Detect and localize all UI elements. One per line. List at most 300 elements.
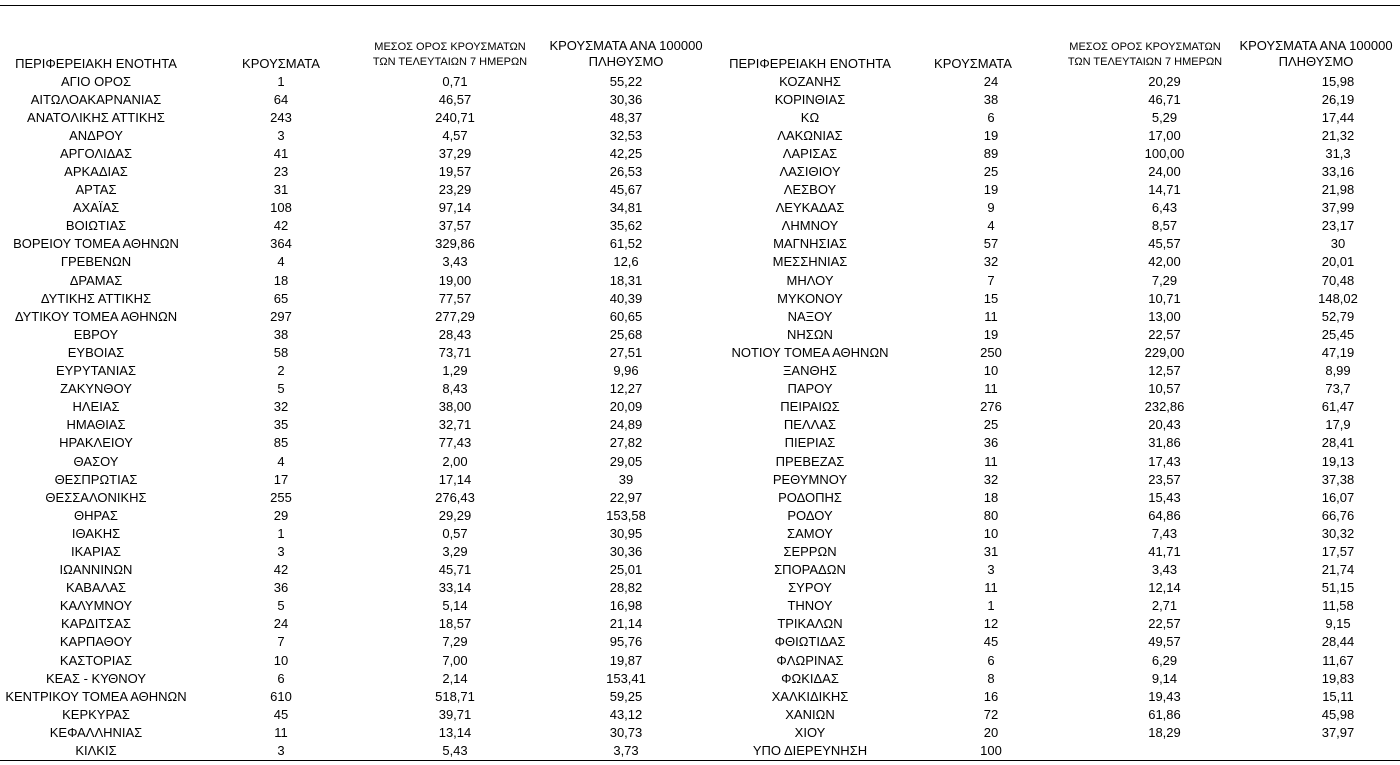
cell-avg-7days: 28,43 — [438, 326, 472, 342]
cell-avg-7days: 46,71 — [1148, 91, 1181, 107]
cell-cases: 41 — [273, 145, 289, 161]
cell-cases: 250 — [980, 344, 1002, 360]
cell-avg-7days: 6,29 — [1151, 652, 1178, 668]
cell-per-100k: 3,73 — [613, 743, 639, 759]
cell-avg-7days: 22,57 — [1148, 326, 1181, 342]
cell-per-100k: 22,97 — [609, 489, 643, 505]
cell-cases: 35 — [273, 417, 289, 433]
header-per100k-line1: ΚΡΟΥΣΜΑΤΑ ΑΝΑ 100000 — [549, 38, 703, 53]
cell-cases: 25 — [983, 164, 999, 180]
cell-cases: 297 — [270, 308, 292, 324]
cell-cases: 89 — [983, 145, 999, 161]
cell-avg-7days: 2,14 — [442, 670, 468, 686]
cell-avg-7days: 14,71 — [1148, 182, 1181, 198]
cell-cases: 8 — [987, 670, 995, 686]
cell-per-100k: 61,52 — [609, 236, 643, 252]
cell-avg-7days: 518,71 — [435, 688, 475, 704]
table-row — [715, 542, 1400, 560]
table-row — [715, 615, 1400, 633]
cell-region: ΠΕΛΛΑΣ — [783, 417, 837, 433]
header-region: ΠΕΡΙΦΕΡΕΙΑΚΗ ΕΝΟΤΗΤΑ — [15, 56, 177, 71]
cell-avg-7days: 19,00 — [438, 272, 472, 288]
cell-per-100k: 21,14 — [609, 616, 643, 632]
cell-cases: 57 — [983, 236, 999, 252]
cell-per-100k: 19,13 — [1321, 453, 1355, 469]
cell-cases: 1 — [277, 525, 285, 541]
cell-cases: 4 — [277, 254, 285, 270]
table-row — [715, 416, 1400, 434]
cell-per-100k: 30,36 — [609, 543, 643, 559]
cell-avg-7days: 33,14 — [438, 580, 472, 596]
header-avg-line2: ΤΩΝ ΤΕΛΕΥΤΑΙΩΝ 7 ΗΜΕΡΩΝ — [1067, 56, 1223, 68]
cell-cases: 16 — [983, 688, 999, 704]
cell-cases: 11 — [984, 308, 998, 324]
cell-region: ΒΟΙΩΤΙΑΣ — [65, 218, 127, 234]
cell-per-100k: 45,98 — [1321, 706, 1355, 722]
cell-per-100k: 47,19 — [1321, 344, 1355, 360]
cell-cases: 11 — [984, 453, 998, 469]
cell-per-100k: 33,16 — [1321, 164, 1355, 180]
cell-avg-7days: 7,29 — [442, 634, 468, 650]
cell-cases: 243 — [270, 109, 292, 125]
cell-per-100k: 59,25 — [609, 688, 643, 704]
cell-avg-7days: 3,43 — [442, 254, 468, 270]
table-row — [0, 162, 712, 180]
cell-cases: 45 — [273, 706, 289, 722]
cell-region: ΡΟΔΟΠΗΣ — [778, 489, 842, 505]
table-row — [715, 398, 1400, 416]
cell-avg-7days: 276,43 — [435, 489, 475, 505]
cell-cases: 6 — [987, 109, 995, 125]
cell-region: ΚΕΑΣ - ΚΥΘΝΟΥ — [45, 670, 147, 686]
cell-per-100k: 20,09 — [609, 399, 643, 415]
table-row — [0, 470, 712, 488]
cell-avg-7days: 37,57 — [438, 218, 472, 234]
cell-cases: 3 — [277, 543, 285, 559]
cell-cases: 65 — [273, 290, 289, 306]
table-row — [715, 72, 1400, 90]
cell-per-100k: 23,17 — [1321, 218, 1355, 234]
table-row — [0, 126, 712, 144]
cell-region: ΣΥΡΟΥ — [788, 580, 832, 596]
table-row — [715, 723, 1400, 741]
cell-region: ΕΥΡΥΤΑΝΙΑΣ — [55, 363, 137, 379]
cell-per-100k: 28,41 — [1321, 435, 1355, 451]
cell-region: ΑΓΙΟ ΟΡΟΣ — [60, 73, 132, 89]
cell-region: ΚΑΡΔΙΤΣΑΣ — [60, 616, 132, 632]
cell-region: ΚΑΣΤΟΡΙΑΣ — [59, 652, 133, 668]
table-row — [0, 144, 712, 162]
table-row — [0, 579, 712, 597]
table-row — [0, 561, 712, 579]
cell-avg-7days: 9,14 — [1151, 670, 1178, 686]
cell-per-100k: 21,98 — [1321, 182, 1355, 198]
cell-cases: 10 — [273, 652, 289, 668]
table-row — [0, 199, 712, 217]
header-cases: ΚΡΟΥΣΜΑΤΑ — [242, 56, 320, 71]
cell-per-100k: 12,6 — [613, 254, 639, 270]
cell-avg-7days: 24,00 — [1148, 164, 1181, 180]
cell-region: ΒΟΡΕΙΟΥ ΤΟΜΕΑ ΑΘΗΝΩΝ — [13, 236, 179, 252]
table-row — [715, 108, 1400, 126]
cell-cases: 31 — [273, 182, 289, 198]
cell-cases: 11 — [984, 381, 998, 397]
cell-avg-7days: 77,43 — [438, 435, 472, 451]
cell-cases: 108 — [270, 200, 292, 216]
cell-region: ΕΥΒΟΙΑΣ — [67, 344, 125, 360]
table-row — [715, 705, 1400, 723]
cell-avg-7days: 3,43 — [1151, 562, 1178, 578]
cell-region: ΤΗΝΟΥ — [787, 598, 833, 614]
table-row — [715, 126, 1400, 144]
cell-avg-7days: 19,43 — [1148, 688, 1181, 704]
header-region: ΠΕΡΙΦΕΡΕΙΑΚΗ ΕΝΟΤΗΤΑ — [729, 56, 891, 71]
cell-avg-7days: 29,29 — [438, 507, 472, 523]
table-row — [0, 72, 712, 90]
cell-avg-7days: 73,71 — [438, 344, 472, 360]
cell-cases: 32 — [273, 399, 289, 415]
cell-per-100k: 45,67 — [609, 182, 643, 198]
cell-per-100k: 25,45 — [1321, 326, 1355, 342]
cell-cases: 42 — [273, 218, 289, 234]
table-row — [0, 615, 712, 633]
cell-region: ΧΑΛΚΙΔΙΚΗΣ — [771, 688, 849, 704]
cell-avg-7days: 23,57 — [1148, 471, 1181, 487]
cell-cases: 100 — [980, 743, 1002, 759]
cell-region: ΝΑΞΟΥ — [787, 308, 833, 324]
cell-avg-7days: 20,43 — [1148, 417, 1181, 433]
cell-region: ΙΩΑΝΝΙΝΩΝ — [59, 562, 133, 578]
cell-per-100k: 31,3 — [1325, 145, 1351, 161]
cell-per-100k: 8,99 — [1325, 363, 1351, 379]
cell-region: ΚΕΦΑΛΛΗΝΙΑΣ — [49, 724, 143, 740]
cell-cases: 6 — [277, 670, 285, 686]
cell-per-100k: 43,12 — [609, 706, 643, 722]
table-row — [0, 741, 712, 759]
table-row — [0, 452, 712, 470]
table-row — [715, 579, 1400, 597]
table-row — [715, 307, 1400, 325]
cell-region: ΠΕΙΡΑΙΩΣ — [780, 399, 840, 415]
cell-per-100k: 95,76 — [609, 634, 643, 650]
cell-region: ΚΑΛΥΜΝΟΥ — [59, 598, 133, 614]
table-row — [0, 380, 712, 398]
cell-per-100k: 35,62 — [609, 218, 643, 234]
cell-region: ΙΘΑΚΗΣ — [71, 525, 121, 541]
header-avg-7days — [1060, 40, 1230, 70]
cell-per-100k: 25,01 — [609, 562, 643, 578]
cell-per-100k: 30,95 — [609, 525, 643, 541]
table-row — [0, 253, 712, 271]
cell-cases: 29 — [273, 507, 289, 523]
table-row — [715, 271, 1400, 289]
cell-per-100k: 12,27 — [609, 381, 643, 397]
header-per100k-line2: ΠΛΗΘΥΣΜΟ — [1278, 54, 1354, 69]
cell-avg-7days: 17,14 — [438, 471, 472, 487]
header-avg-line1: ΜΕΣΟΣ ΟΡΟΣ ΚΡΟΥΣΜΑΤΩΝ — [374, 41, 526, 53]
cell-avg-7days: 13,14 — [438, 724, 472, 740]
header-avg-7days — [360, 40, 540, 70]
cell-avg-7days: 19,57 — [438, 164, 472, 180]
cell-avg-7days: 232,86 — [1144, 399, 1185, 415]
cell-per-100k: 26,53 — [609, 164, 643, 180]
cell-region: ΤΡΙΚΑΛΩΝ — [777, 616, 843, 632]
cell-per-100k: 37,38 — [1321, 471, 1355, 487]
cell-avg-7days: 97,14 — [438, 200, 472, 216]
table-row — [715, 470, 1400, 488]
cell-avg-7days: 20,29 — [1148, 73, 1181, 89]
cell-region: ΡΕΘΥΜΝΟΥ — [772, 471, 848, 487]
table-row — [0, 542, 712, 560]
cell-per-100k: 153,41 — [606, 670, 646, 686]
table-row — [715, 289, 1400, 307]
cell-region: ΑΝΑΤΟΛΙΚΗΣ ΑΤΤΙΚΗΣ — [27, 109, 165, 125]
cell-avg-7days: 12,57 — [1148, 363, 1181, 379]
cell-avg-7days: 329,86 — [435, 236, 475, 252]
cell-avg-7days: 46,57 — [438, 91, 472, 107]
cell-cases: 36 — [273, 580, 289, 596]
cell-cases: 1 — [987, 598, 995, 614]
table-row — [715, 90, 1400, 108]
table-row — [715, 434, 1400, 452]
cell-avg-7days: 41,71 — [1148, 543, 1181, 559]
table-row — [0, 398, 712, 416]
cell-per-100k: 9,96 — [613, 363, 639, 379]
cell-region: ΛΗΜΝΟΥ — [781, 218, 839, 234]
cell-cases: 24 — [273, 616, 289, 632]
cell-region: ΝΟΤΙΟΥ ΤΟΜΕΑ ΑΘΗΝΩΝ — [731, 344, 889, 360]
cell-avg-7days: 277,29 — [435, 308, 475, 324]
table-row — [715, 452, 1400, 470]
cell-region: ΛΕΥΚΑΔΑΣ — [775, 200, 845, 216]
cell-cases: 19 — [983, 182, 999, 198]
cell-per-100k: 29,05 — [609, 453, 643, 469]
cell-per-100k: 60,65 — [609, 308, 643, 324]
cell-avg-7days: 240,71 — [435, 109, 475, 125]
cell-per-100k: 66,76 — [1321, 507, 1355, 523]
cell-avg-7days: 5,43 — [442, 743, 468, 759]
cell-region: ΕΒΡΟΥ — [73, 326, 119, 342]
cell-region: ΖΑΚΥΝΘΟΥ — [60, 381, 132, 397]
cell-region: ΔΡΑΜΑΣ — [69, 272, 123, 288]
cell-per-100k: 28,82 — [609, 580, 643, 596]
table-row — [0, 271, 712, 289]
cell-region: ΛΑΚΩΝΙΑΣ — [777, 127, 843, 143]
cell-avg-7days: 42,00 — [1148, 254, 1181, 270]
cell-cases: 20 — [983, 724, 999, 740]
cell-avg-7days: 229,00 — [1144, 344, 1185, 360]
cell-per-100k: 25,68 — [609, 326, 643, 342]
cell-region: ΚΕΡΚΥΡΑΣ — [62, 706, 130, 722]
cell-cases: 5 — [277, 381, 285, 397]
cell-per-100k: 37,99 — [1321, 200, 1355, 216]
cell-per-100k: 30,36 — [609, 91, 643, 107]
cell-per-100k: 17,57 — [1321, 543, 1355, 559]
cell-per-100k: 40,39 — [609, 290, 643, 306]
cell-region: ΝΗΣΩΝ — [787, 326, 833, 342]
cell-per-100k: 39 — [618, 471, 634, 487]
cell-cases: 12 — [983, 616, 999, 632]
cell-cases: 18 — [273, 272, 289, 288]
table-row — [715, 181, 1400, 199]
cell-cases: 45 — [983, 634, 999, 650]
header-per100k-line1: ΚΡΟΥΣΜΑΤΑ ΑΝΑ 100000 — [1239, 38, 1393, 53]
cell-cases: 23 — [273, 164, 289, 180]
cell-avg-7days: 3,29 — [442, 543, 468, 559]
cell-cases: 38 — [273, 326, 289, 342]
table-row — [0, 633, 712, 651]
table-row — [715, 741, 1400, 759]
cell-cases: 42 — [273, 562, 289, 578]
cell-per-100k: 52,79 — [1321, 308, 1355, 324]
cell-avg-7days: 37,29 — [438, 145, 472, 161]
cell-cases: 3 — [277, 127, 285, 143]
cell-region: ΦΘΙΩΤΙΔΑΣ — [774, 634, 846, 650]
table-row — [0, 108, 712, 126]
cell-per-100k: 24,89 — [609, 417, 643, 433]
cell-avg-7days: 23,29 — [438, 182, 472, 198]
cell-avg-7days: 22,57 — [1148, 616, 1181, 632]
cell-per-100k: 17,9 — [1325, 417, 1351, 433]
cell-region: ΛΕΣΒΟΥ — [783, 182, 837, 198]
cell-region: ΗΡΑΚΛΕΙΟΥ — [59, 435, 133, 451]
cell-cases: 6 — [987, 652, 995, 668]
cell-region: ΑΡΓΟΛΙΔΑΣ — [59, 145, 133, 161]
top-border — [0, 5, 1400, 6]
table-row — [715, 633, 1400, 651]
cell-cases: 80 — [983, 507, 999, 523]
cell-avg-7days: 5,29 — [1151, 109, 1178, 125]
cell-region: ΑΡΚΑΔΙΑΣ — [64, 164, 128, 180]
cell-region: ΚΟΖΑΝΗΣ — [779, 73, 841, 89]
cell-cases: 15 — [983, 290, 999, 306]
cell-per-100k: 19,83 — [1321, 670, 1355, 686]
table-row — [715, 597, 1400, 615]
cell-region: ΗΛΕΙΑΣ — [72, 399, 120, 415]
cell-region: ΦΩΚΙΔΑΣ — [781, 670, 839, 686]
cell-per-100k: 42,25 — [609, 145, 643, 161]
cell-avg-7days: 17,00 — [1148, 127, 1181, 143]
header-avg-line1: ΜΕΣΟΣ ΟΡΟΣ ΚΡΟΥΣΜΑΤΩΝ — [1069, 41, 1221, 53]
cell-avg-7days: 10,71 — [1148, 290, 1181, 306]
cell-per-100k: 27,51 — [609, 344, 643, 360]
header-per-100k — [540, 38, 712, 70]
cell-region: ΦΛΩΡΙΝΑΣ — [776, 652, 844, 668]
cell-cases: 19 — [983, 326, 999, 342]
cell-avg-7days: 18,57 — [438, 616, 472, 632]
table-row — [715, 488, 1400, 506]
table-row — [715, 217, 1400, 235]
cell-region: ΚΑΒΑΛΑΣ — [65, 580, 127, 596]
cell-per-100k: 55,22 — [609, 73, 643, 89]
cell-cases: 36 — [983, 435, 999, 451]
table-row — [0, 651, 712, 669]
table-row — [0, 362, 712, 380]
cell-cases: 58 — [273, 344, 289, 360]
cell-cases: 17 — [273, 471, 289, 487]
cell-region: ΑΝΔΡΟΥ — [69, 127, 123, 143]
table-row — [0, 687, 712, 705]
table-row — [0, 325, 712, 343]
cell-per-100k: 30 — [1330, 236, 1346, 252]
cell-avg-7days: 0,71 — [442, 73, 468, 89]
cell-region: ΛΑΡΙΣΑΣ — [782, 145, 838, 161]
table-row — [0, 217, 712, 235]
table-row — [0, 723, 712, 741]
cell-avg-7days: 2,00 — [442, 453, 468, 469]
cell-per-100k: 21,74 — [1321, 562, 1355, 578]
cell-per-100k: 15,11 — [1322, 688, 1354, 704]
cell-per-100k: 32,53 — [609, 127, 643, 143]
cell-avg-7days: 61,86 — [1148, 706, 1181, 722]
cell-cases: 4 — [987, 218, 995, 234]
cell-per-100k: 30,32 — [1321, 525, 1355, 541]
cell-avg-7days: 49,57 — [1148, 634, 1181, 650]
cell-avg-7days: 7,29 — [1151, 272, 1178, 288]
cell-region: ΚΙΛΚΙΣ — [75, 743, 117, 759]
table-row — [0, 343, 712, 361]
cell-per-100k: 19,87 — [609, 652, 643, 668]
cell-per-100k: 148,02 — [1318, 290, 1358, 306]
table-row — [715, 687, 1400, 705]
cell-region: ΚΟΡΙΝΘΙΑΣ — [774, 91, 846, 107]
table-row — [715, 561, 1400, 579]
cell-per-100k: 26,19 — [1321, 91, 1355, 107]
cell-avg-7days: 10,57 — [1148, 381, 1181, 397]
cell-per-100k: 18,31 — [609, 272, 643, 288]
cell-avg-7days: 7,43 — [1151, 525, 1178, 541]
cell-per-100k: 15,98 — [1321, 73, 1355, 89]
cell-cases: 31 — [983, 543, 999, 559]
cell-avg-7days: 6,43 — [1151, 200, 1178, 216]
cell-avg-7days: 8,43 — [442, 381, 468, 397]
header-per-100k — [1230, 38, 1400, 70]
table-row — [0, 506, 712, 524]
cell-region: ΣΠΟΡΑΔΩΝ — [774, 562, 846, 578]
cell-region: ΠΑΡΟΥ — [787, 381, 833, 397]
cell-cases: 276 — [980, 399, 1002, 415]
cell-region: ΥΠΟ ΔΙΕΡΕΥΝΗΣΗ — [752, 743, 868, 759]
cell-per-100k: 16,98 — [609, 598, 643, 614]
cell-avg-7days: 64,86 — [1148, 507, 1181, 523]
header-cases: ΚΡΟΥΣΜΑΤΑ — [934, 56, 1012, 71]
cell-region: ΜΗΛΟΥ — [786, 272, 834, 288]
cell-avg-7days: 2,71 — [1151, 598, 1178, 614]
table-row — [0, 705, 712, 723]
cell-cases: 64 — [273, 91, 289, 107]
cell-per-100k: 48,37 — [609, 109, 643, 125]
cell-avg-7days: 45,57 — [1148, 236, 1181, 252]
header-per100k-line2: ΠΛΗΘΥΣΜΟ — [588, 54, 664, 69]
cell-region: ΓΡΕΒΕΝΩΝ — [60, 254, 132, 270]
cell-avg-7days: 8,57 — [1151, 218, 1178, 234]
table-row — [715, 506, 1400, 524]
cell-cases: 4 — [277, 453, 285, 469]
cell-region: ΗΜΑΘΙΑΣ — [66, 417, 126, 433]
cell-avg-7days: 18,29 — [1148, 724, 1181, 740]
table-row — [0, 235, 712, 253]
cell-region: ΛΑΣΙΘΙΟΥ — [779, 164, 841, 180]
cell-cases: 24 — [983, 73, 999, 89]
table-row — [715, 343, 1400, 361]
cell-region: ΑΧΑΪΑΣ — [72, 200, 120, 216]
cell-avg-7days: 12,14 — [1148, 580, 1181, 596]
cell-region: ΠΙΕΡΙΑΣ — [784, 435, 836, 451]
cell-cases: 9 — [987, 200, 995, 216]
cell-cases: 5 — [277, 598, 285, 614]
cell-per-100k: 28,44 — [1321, 634, 1355, 650]
cell-region: ΙΚΑΡΙΑΣ — [71, 543, 121, 559]
